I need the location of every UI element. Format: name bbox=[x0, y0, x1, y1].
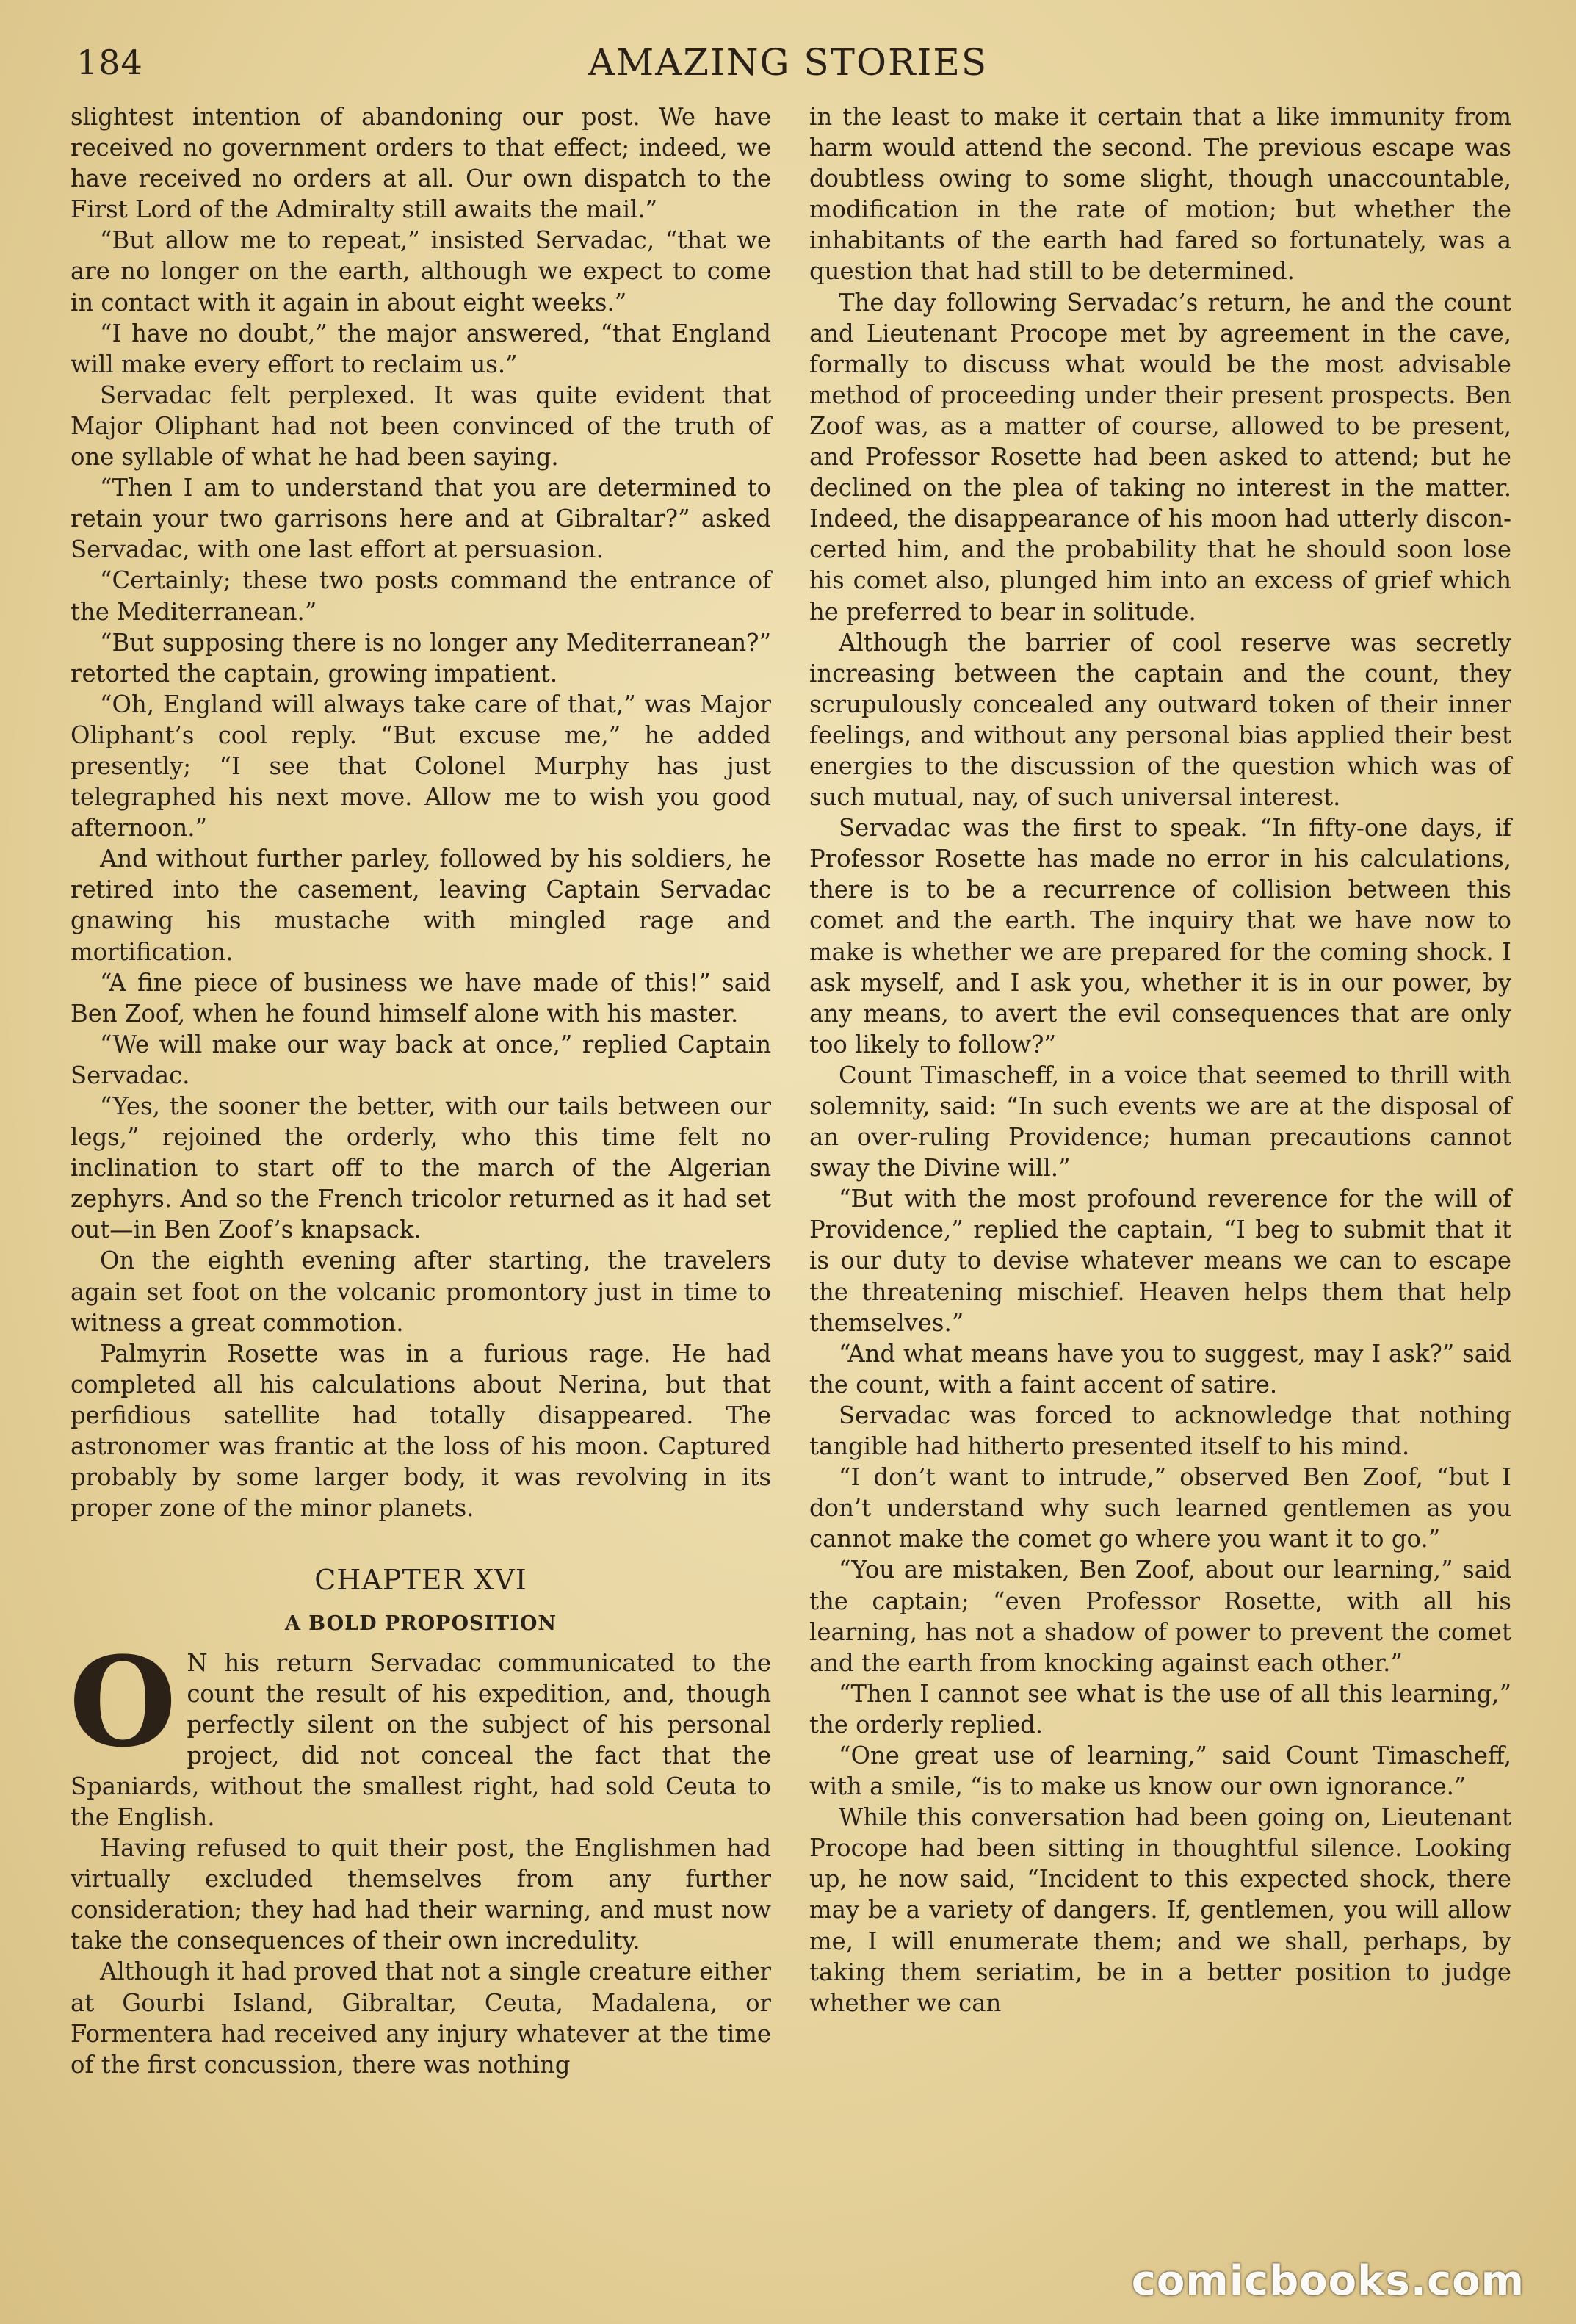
paragraph: Count Timascheff, in a voice that seemed to thrill with solemnity, said: “In such events we are at the disposal of an over-ruling Providence; human precautions cannot sway the Divine will.” bbox=[809, 1061, 1511, 1183]
paragraph: “Certainly; these two posts command the entrance of the Mediterranean.” bbox=[71, 566, 771, 626]
opening-text: N his return Servadac communicated to the count the result of his expedition, and, though perfectly silent on the subject of his personal project, did not conceal the fact that the Spaniards, without the smallest right, had sold Ceuta to the English. bbox=[71, 1648, 771, 1831]
paragraph: “But supposing there is no longer any Mediterranean?” retorted the captain, growing impatient. bbox=[71, 628, 771, 688]
chapter-subtitle: A BOLD PROPOSITION bbox=[284, 1612, 557, 1636]
paragraph: And without further parley, followed by his soldiers, he retired into the casement, leaving Captain Servadac gnawing his mustache with mingled rage and mortification. bbox=[71, 845, 771, 966]
paragraph: Servadac felt perplexed. It was quite evident that Major Oliphant had not been convinced of the truth of one syllable of what he had been saying. bbox=[71, 380, 771, 472]
paragraph: Servadac was forced to acknowledge that nothing tangible had hitherto presented itself to his mind. bbox=[809, 1401, 1511, 1461]
chapter-title: CHAPTER XVI bbox=[314, 1564, 527, 1597]
paragraph: “And what means have you to suggest, may I ask?” said the count, with a faint accent of satire. bbox=[809, 1339, 1511, 1399]
page-number: 184 bbox=[76, 43, 143, 82]
paragraph: “But with the most profound reverence for the will of Providence,” replied the captain, “I beg to submit that it is our duty to devise whatever means we can to escape the threatening mischief. Heaven helps them that help themselves.” bbox=[809, 1185, 1511, 1337]
paragraph: The day following Servadac’s return, he and the count and Lieutenant Procope met by agreement in the cave, formally to discuss what would be the most advisable method of proceeding under their present prospects. Ben Zoof was, as a matter of course, allowed to be present, and Professor Rosette had been asked to attend; but he declined on the plea of taking no interest in the matter. Indeed, the disappearance of his moon had utterly disconcerted him, and the probability that he should soon lose his comet also, plunged him into an excess of grief which he preferred to bear in solitude. bbox=[809, 288, 1511, 626]
paragraph: Servadac was the first to speak. “In fifty-one days, if Professor Rosette has made no error in his calculations, there is to be a recurrence of collision between this comet and the earth. The inquiry that we have now to make is whether we are prepared for the coming shock. I ask myself, and I ask you, whether it is in our power, by any means, to avert the evil consequences that are only too likely to follow?” bbox=[809, 814, 1511, 1058]
paragraph: Although it had proved that not a single creature either at Gourbi Island, Gibraltar, Ceuta, Madalena, or Formentera had received any injury whatever at the time of the first concussion, there was nothing bbox=[71, 1957, 771, 2079]
paragraph: “Then I cannot see what is the use of all this learning,” the orderly replied. bbox=[809, 1679, 1511, 1739]
paragraph: “I have no doubt,” the major answered, “that England will make every effort to reclaim us.” bbox=[71, 319, 771, 378]
paragraph: “A fine piece of business we have made of this!” said Ben Zoof, when he found himself alone with his master. bbox=[71, 968, 771, 1028]
paragraph: While this conversation had been going on, Lieutenant Procope had been sitting in thoughtful silence. Looking up, he now said, “Incident to this expected shock, there may be a variety of dangers. If, gentlemen, you will allow me, I will enumerate them; and we shall, perhaps, by taking them seriatim, be in a better position to judge whether we can bbox=[809, 1803, 1511, 2017]
paragraph: “But allow me to repeat,” insisted Servadac, “that we are no longer on the earth, although we expect to come in contact with it again in about eight weeks.” bbox=[71, 226, 771, 317]
paragraph: Although the barrier of cool reserve was secretly increasing between the captain and the count, they scrupulously concealed any outward token of their inner feelings, and without any personal bias applied their best energies to the discussion of the question which was of such mutual, nay, of such universal interest. bbox=[809, 628, 1511, 812]
paragraph: “One great use of learning,” said Count Timascheff, with a smile, “is to make us know our own ignorance.” bbox=[809, 1741, 1511, 1801]
left-column bbox=[71, 101, 771, 2080]
right-column bbox=[809, 101, 1511, 2018]
opening-paragraph bbox=[69, 1628, 771, 1833]
drop-cap: O bbox=[69, 1628, 177, 1775]
paragraph: “We will make our way back at once,” replied Captain Servadac. bbox=[71, 1030, 771, 1089]
paragraph: in the least to make it certain that a like immunity from harm would attend the second. The previous escape was doubtless owing to some slight, though unaccountable, modification in the rate of motion; but whether the inhabitants of the earth had fared so fortunately, was a question that had still to be determined. bbox=[809, 103, 1511, 286]
paragraph: “I don’t want to intrude,” observed Ben Zoof, “but I don’t understand why such learned gentlemen as you cannot make the comet go where you want it to go.” bbox=[809, 1463, 1511, 1553]
paragraph: slightest intention of abandoning our post. We have received no government orders to that effect; indeed, we have received no orders at all. Our own dispatch to the First Lord of the Admiralty still awaits the mail.” bbox=[71, 103, 771, 224]
paragraph: “Then I am to understand that you are determined to retain your two garrisons here and at Gibraltar?” asked Servadac, with one last effort at persuasion. bbox=[71, 474, 771, 564]
paragraph: Palmyrin Rosette was in a furious rage. He had completed all his calculations about Nerina, but that perfidious satellite had totally disappeared. The astronomer was frantic at the loss of his moon. Captured probably by some larger body, it was revolving in its proper zone of the minor planets. bbox=[71, 1339, 771, 1523]
paragraph: On the eighth evening after starting, the travelers again set foot on the volcanic promontory just in time to witness a great commotion. bbox=[71, 1246, 771, 1337]
paragraph: Having refused to quit their post, the Englishmen had virtually excluded themselves from any further consideration; they had had their warning, and must now take the consequences of their own incredulity. bbox=[71, 1834, 771, 1955]
running-head: AMAZING STORIES bbox=[588, 41, 988, 84]
watermark-logo: comicbooks.com bbox=[1131, 2257, 1525, 2305]
paragraph: “You are mistaken, Ben Zoof, about our learning,” said the captain; “even Professor Rosette, with all his learning, has not a shadow of power to prevent the comet and the earth from knocking against each other.” bbox=[809, 1556, 1511, 1677]
paragraph: “Yes, the sooner the better, with our tails between our legs,” rejoined the orderly, who this time felt no inclination to start off to the march of the Algerian zephyrs. And so the French tricolor returned as it had set out—in Ben Zoof’s knapsack. bbox=[71, 1092, 771, 1244]
paragraph: “Oh, England will always take care of that,” was Major Oliphant’s cool reply. “But excuse me,” he added presently; “I see that Colonel Murphy has just telegraphed his next move. Allow me to wish you good afternoon.” bbox=[71, 690, 771, 842]
